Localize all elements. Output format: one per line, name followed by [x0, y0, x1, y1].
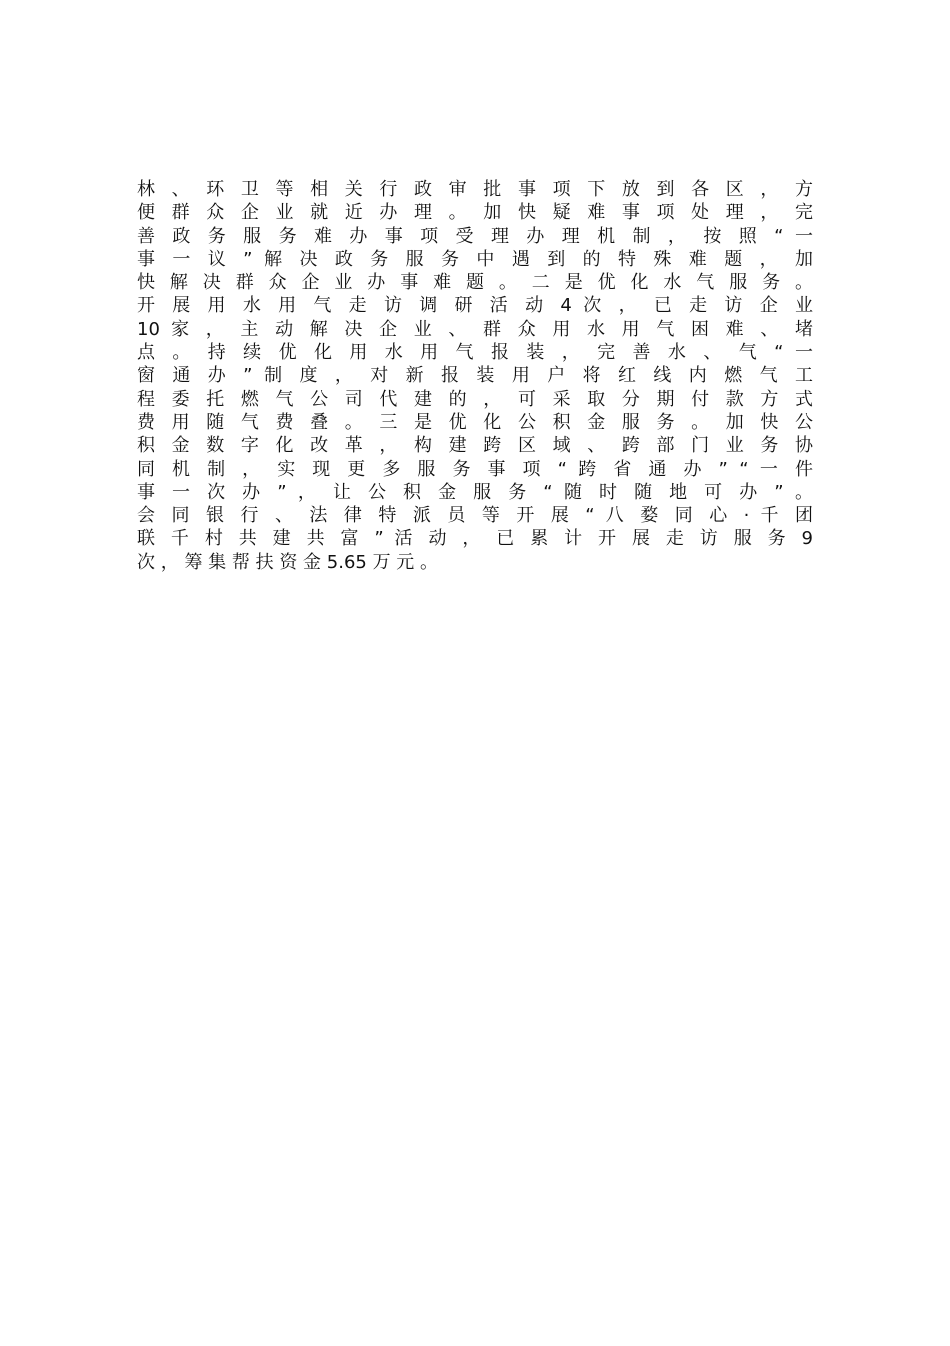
text-line: 10 家 ， 主 动 解 决 企 业 、 群 众 用 水 用 气 困 难 、 堵 — [137, 318, 813, 340]
text-line: 联 千 村 共 建 共 富 ” 活 动 ， 已 累 计 开 展 走 访 服 务 9 — [137, 528, 813, 550]
text-line: 事 一 次 办 ” ， 让 公 积 金 服 务 “ 随 时 随 地 可 办 ” 。 — [137, 481, 813, 503]
body-paragraph — [137, 178, 813, 574]
text-line: 事 一 议 ” 解 决 政 务 服 务 中 遇 到 的 特 殊 难 题 ， 加 — [137, 248, 813, 270]
text-line: 林 、 环 卫 等 相 关 行 政 审 批 事 项 下 放 到 各 区 ， 方 — [137, 179, 813, 200]
text-line: 开 展 用 水 用 气 走 访 调 研 活 动 4 次 ， 已 走 访 企 业 — [137, 295, 813, 317]
text-line: 善 政 务 服 务 难 办 事 项 受 理 办 理 机 制 ， 按 照 “ 一 — [137, 225, 813, 247]
text-line: 快 解 决 群 众 企 业 办 事 难 题 。 二 是 优 化 水 气 服 务 。 — [137, 272, 813, 294]
text-line: 会 同 银 行 、 法 律 特 派 员 等 开 展 “ 八 婺 同 心 · 千 团 — [137, 505, 813, 527]
text-line: 同 机 制 ， 实 现 更 多 服 务 事 项 “ 跨 省 通 办 ” “ 一 件 — [137, 458, 813, 480]
text-line: 积 金 数 字 化 改 革 ， 构 建 跨 区 域 、 跨 部 门 业 务 协 — [137, 435, 813, 457]
text-line: 费 用 随 气 费 叠 。 三 是 优 化 公 积 金 服 务 。 加 快 公 — [137, 411, 813, 433]
text-line: 点 。 持 续 优 化 用 水 用 气 报 装 ， 完 善 水 、 气 “ 一 — [137, 342, 813, 364]
text-line: 窗 通 办 ” 制 度 ， 对 新 报 装 用 户 将 红 线 内 燃 气 工 — [137, 365, 813, 387]
text-line: 次 ， 筹 集 帮 扶 资 金 5.65 万 元 。 — [137, 551, 439, 573]
text-line: 程 委 托 燃 气 公 司 代 建 的 ， 可 采 取 分 期 付 款 方 式 — [137, 388, 813, 410]
text-line: 便 群 众 企 业 就 近 办 理 。 加 快 疑 难 事 项 处 理 ， 完 — [137, 202, 813, 224]
